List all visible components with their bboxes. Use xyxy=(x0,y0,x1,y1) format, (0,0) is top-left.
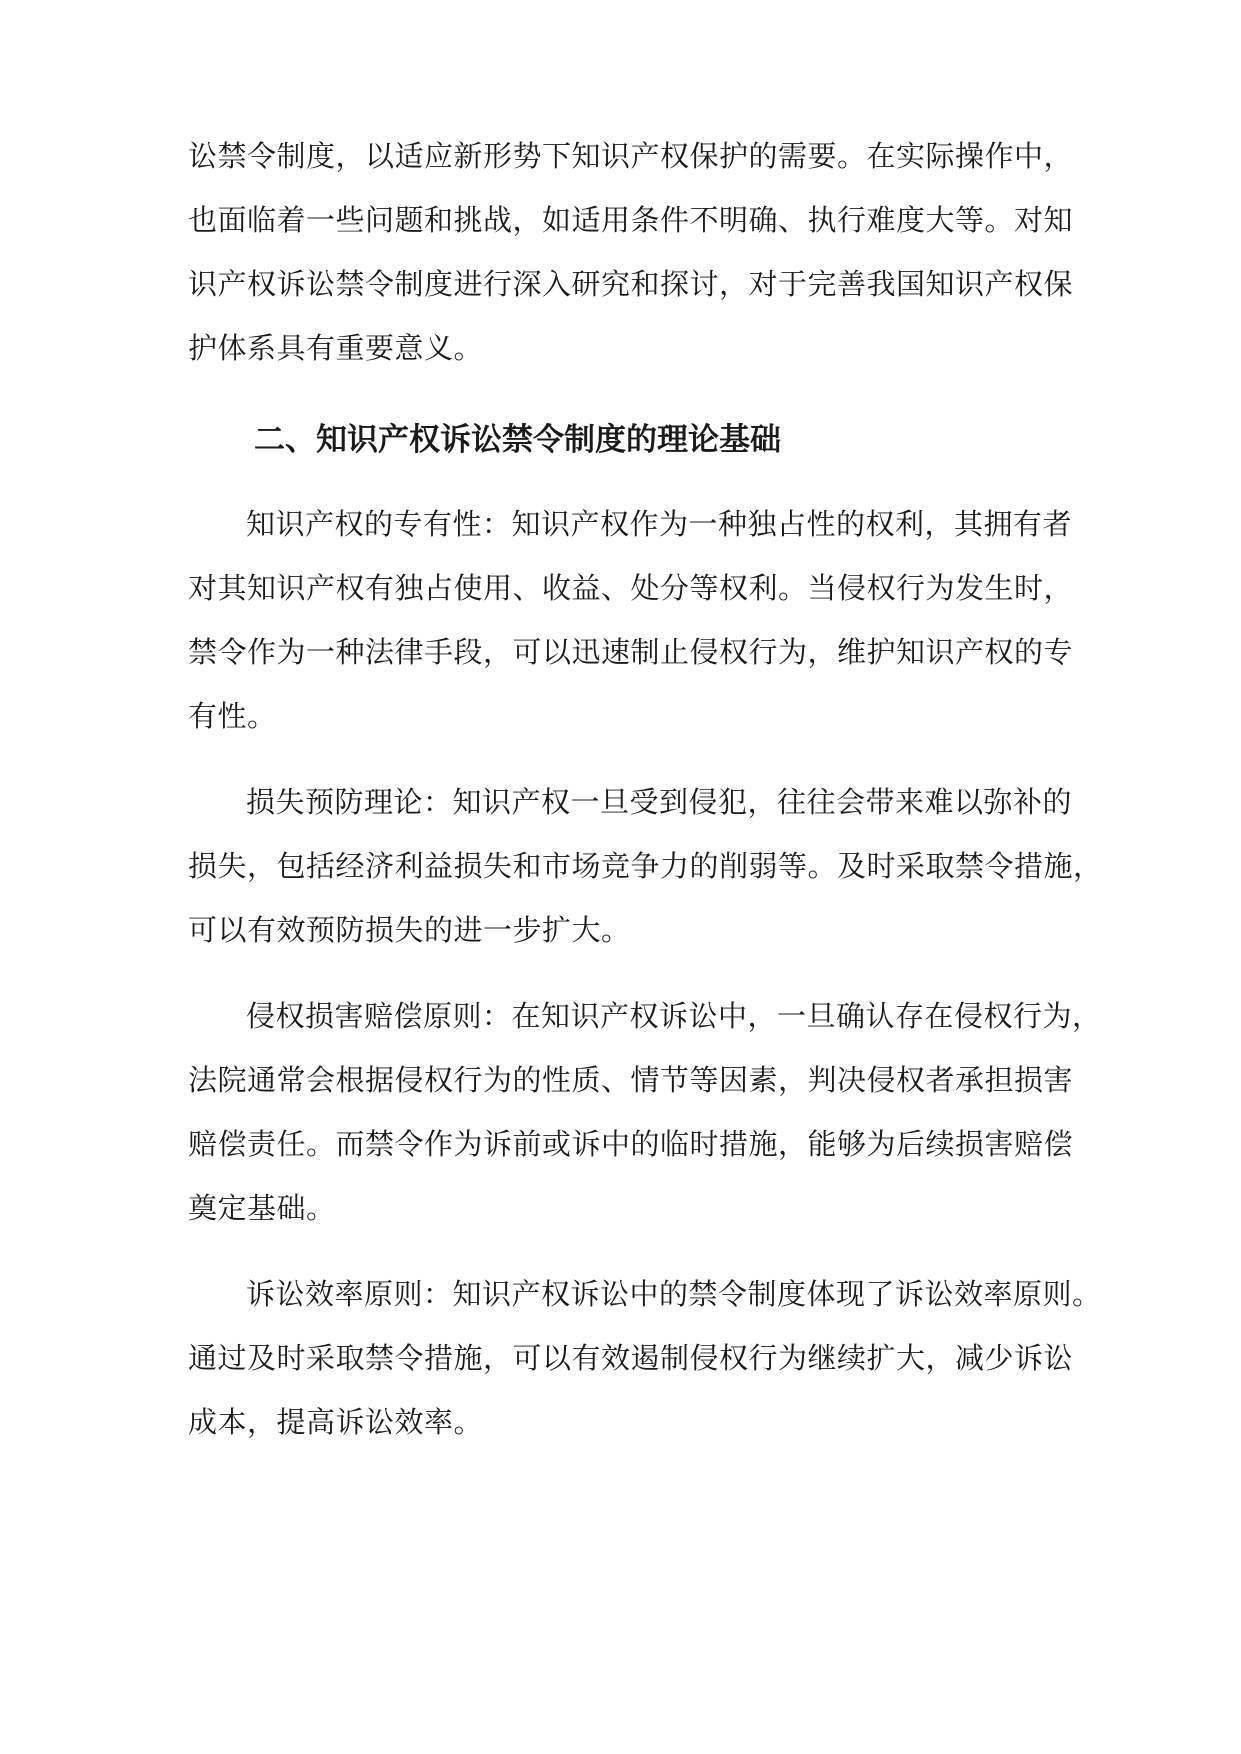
section-heading: 二、知识产权诉讼禁令制度的理论基础 xyxy=(254,422,781,458)
paragraph-line: 奠定基础。 xyxy=(188,1191,336,1225)
paragraph-line: 知识产权的专有性：知识产权作为一种独占性的权利，其拥有者 xyxy=(246,507,1073,541)
paragraph-line: 通过及时采取禁令措施，可以有效遏制侵权行为继续扩大，减少诉讼 xyxy=(188,1341,1074,1375)
intro-line: 讼禁令制度，以适应新形势下知识产权保护的需要。在实际操作中， xyxy=(188,139,1074,173)
intro-line: 也面临着一些问题和挑战，如适用条件不明确、执行难度大等。对知 xyxy=(188,203,1074,237)
paragraph-line: 损失预防理论：知识产权一旦受到侵犯，往往会带来难以弥补的 xyxy=(246,785,1073,819)
paragraph-line: 成本，提高诉讼效率。 xyxy=(188,1405,484,1439)
paragraph-line: 赔偿责任。而禁令作为诉前或诉中的临时措施，能够为后续损害赔偿 xyxy=(188,1127,1074,1161)
intro-line: 护体系具有重要意义。 xyxy=(188,331,484,365)
paragraph-line: 对其知识产权有独占使用、收益、处分等权利。当侵权行为发生时， xyxy=(188,571,1074,605)
paragraph-line: 有性。 xyxy=(188,699,277,733)
paragraph-line: 损失，包括经济利益损失和市场竞争力的削弱等。及时采取禁令措施， xyxy=(188,849,1103,883)
intro-line: 识产权诉讼禁令制度进行深入研究和探讨，对于完善我国知识产权保 xyxy=(188,267,1074,301)
paragraph-line: 法院通常会根据侵权行为的性质、情节等因素，判决侵权者承担损害 xyxy=(188,1063,1074,1097)
paragraph-line: 禁令作为一种法律手段，可以迅速制止侵权行为，维护知识产权的专 xyxy=(188,635,1074,669)
paragraph-line: 侵权损害赔偿原则：在知识产权诉讼中，一旦确认存在侵权行为， xyxy=(246,999,1102,1033)
paragraph-line: 诉讼效率原则：知识产权诉讼中的禁令制度体现了诉讼效率原则。 xyxy=(246,1277,1102,1311)
paragraph-line: 可以有效预防损失的进一步扩大。 xyxy=(188,913,631,947)
